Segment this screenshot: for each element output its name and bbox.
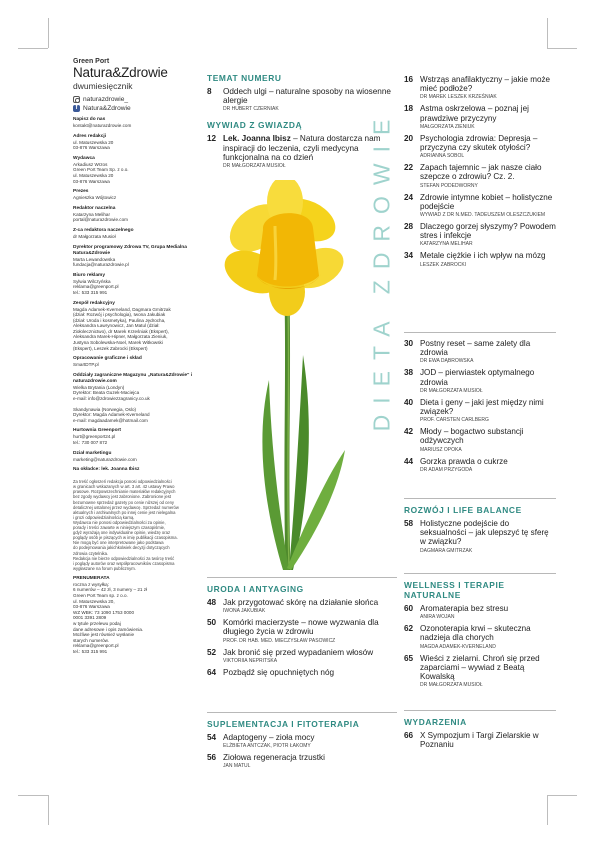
toc-entry-body	[420, 731, 556, 749]
toc-entry[interactable]	[207, 668, 397, 677]
toc-entry[interactable]	[404, 222, 556, 247]
toc-entry-body	[420, 519, 556, 554]
legal-line: i grozi odpowiedzialnością karną.	[73, 514, 135, 520]
masthead-block-line: dr Małgorzata Musioł	[73, 233, 116, 239]
masthead-block-line: Magda Adamek-Kverneland, Dagmara Gmitrzak	[73, 306, 171, 312]
masthead-block-heading: Dyrektor programowy Zdrowa TV, Grupa Medialna Natura&Zdrowie	[73, 244, 187, 256]
toc-entry-title: Wieści z zielarni. Chroń się przed zaparciami – wywiad z Beatą Kowalską	[420, 653, 540, 682]
toc-entry[interactable]	[404, 519, 556, 554]
toc-entry-title: Ziołowa regeneracja trzustki	[223, 753, 325, 763]
toc-page-number: 52	[207, 647, 217, 657]
toc-page-number: 24	[404, 192, 414, 202]
masthead-block-line: marketing@naturazdrowie.com	[73, 456, 137, 462]
toc-page-number: 60	[404, 604, 414, 613]
toc-page-number: 65	[404, 653, 414, 663]
toc-section-rozwoj	[404, 498, 556, 558]
masthead-block-heading: Na okładce: lek. Joanna Ibisz	[73, 467, 140, 473]
toc-entry-author: DR EWA DĄBROWSKA	[420, 358, 474, 365]
toc-entry[interactable]	[404, 604, 556, 620]
section-heading: ROZWÓJ I LIFE BALANCE	[404, 505, 522, 515]
masthead-block-line: Skandynawia (Norwegia, Oslo)	[73, 406, 137, 412]
toc-entry-author: ANIRA WOJAN	[420, 614, 455, 621]
toc-page-number: 28	[404, 222, 414, 232]
toc-entry-title: Astma oskrzelowa – poznaj jej prawdziwe przyczyny	[420, 104, 529, 123]
legal-line: Wydawca nie ponosi odpowiedzialności za opinie,	[73, 519, 166, 525]
section-heading: WYWIAD Z GWIAZDĄ	[207, 120, 303, 131]
section-divider	[207, 712, 397, 713]
toc-page-number: 64	[207, 667, 217, 677]
toc-entry-title: Komórki macierzyste – nowe wyzwania dla długiego życia w zdrowiu	[223, 618, 379, 637]
toc-entry[interactable]	[404, 427, 556, 452]
toc-entry-author: JAN MATUL	[223, 763, 251, 770]
masthead-block	[73, 273, 193, 296]
section-heading: TEMAT NUMERU	[207, 73, 282, 83]
toc-entry[interactable]	[404, 624, 556, 649]
crop-mark	[18, 795, 48, 796]
subscription-line: ul. Matuszewska 20,	[73, 598, 115, 604]
masthead-block-heading: Biuro reklamy	[73, 272, 105, 278]
crop-mark	[48, 18, 49, 48]
facebook-icon: f	[73, 105, 80, 112]
toc-entry-author: VIKTORIIA NEPRITSKA	[223, 657, 278, 664]
toc-entry-author: ADRIANNA SOBOL	[420, 153, 465, 160]
legal-line: Za treść ogłoszeń redakcja ponosi odpowiedzialności	[73, 479, 172, 485]
masthead-block-line: Agnieszka Wójtowicz	[73, 195, 117, 201]
legal-line: zdrowia czytelnika.	[73, 550, 109, 556]
toc-entry[interactable]	[207, 733, 397, 749]
subscription-line: roczna z wysyłką:	[73, 581, 109, 587]
toc-entry-author: ELŻBIETA ANTCZAK, PIOTR ŁAKOMY	[223, 743, 311, 750]
masthead-block-line: Wielka Brytania (Londyn)	[73, 384, 125, 390]
toc-page-number: 44	[404, 456, 414, 466]
section-divider	[404, 573, 556, 574]
instagram-link[interactable]	[73, 96, 193, 103]
toc-entry[interactable]	[404, 134, 556, 159]
toc-entry-title: Ozonoterapia krwi – skuteczna nadzieja dla chorych	[420, 624, 531, 643]
toc-entry[interactable]	[404, 368, 556, 393]
toc-entry-title: Zdrowie intymne kobiet – holistyczne podejście	[420, 192, 553, 211]
toc-page-number: 34	[404, 251, 414, 261]
masthead-block-line: Arkadiusz Wrzos	[73, 161, 108, 167]
toc-section	[207, 73, 397, 112]
toc-entry[interactable]	[404, 163, 556, 188]
instagram-icon	[73, 96, 80, 103]
toc-entry-author: MAGDA ADAMEK-KVERNELAND	[420, 643, 496, 650]
section-heading: WYDARZENIA	[404, 717, 467, 727]
masthead-block-line: SmartDTP.pl	[73, 362, 99, 368]
section-divider	[404, 710, 556, 711]
toc-entry-title: Wstrząs anafilaktyczny – jakie może mieć podłoże?	[420, 75, 550, 94]
subscription-line: 0001 3391 2809	[73, 615, 107, 621]
crop-mark	[547, 48, 577, 49]
masthead-block-heading: Dział marketingu	[73, 450, 112, 456]
toc-entry[interactable]	[404, 75, 556, 100]
subscription-line: 6 numerów – 42 zł, 3 numery – 21 zł	[73, 587, 148, 593]
toc-entry-author: MARIUSZ OPOKA	[420, 446, 462, 453]
legal-line: aktualnych i archiwalnych po innej cenie jest nielegalna	[73, 509, 176, 515]
toc-entry-body	[420, 398, 556, 423]
toc-entry-title: Metale ciężkie i ich wpływ na mózg	[420, 251, 546, 261]
masthead-block	[73, 451, 193, 463]
toc-entry-title: Postny reset – same zalety dla zdrowia	[420, 339, 531, 358]
crop-mark	[48, 795, 49, 825]
toc-entry-title: Psychologia zdrowia: Depresja – przyczyna czy skutek otyłości?	[420, 133, 538, 153]
legal-line: do podejmowania jakichkolwiek decyzji dotyczących	[73, 545, 170, 551]
subscription-line: 03-876 Warszawa	[73, 604, 110, 610]
legal-line: prasowe. Rozpowszechnianie materiałów redakcyjnych	[73, 489, 176, 495]
subscription-line: Green Port Team sp. z o.o.	[73, 593, 128, 599]
toc-entry[interactable]	[404, 731, 556, 749]
masthead-block	[73, 206, 193, 223]
toc-page-number: 56	[207, 753, 217, 763]
daffodil-illustration	[195, 180, 375, 570]
legal-line: bezumowne sprzedaż gazety po cenie niższej od ceny	[73, 499, 175, 505]
subscription-line: w tytule przelewu podaj	[73, 621, 121, 627]
masthead-block	[73, 467, 193, 473]
toc-entry-title: Aromaterapia bez stresu	[420, 604, 509, 613]
subscription-line: tel.: 533 315 991	[73, 649, 108, 654]
toc-entry-title: X Sympozjum i Targi Zielarskie w Poznaniu	[420, 731, 539, 750]
masthead-block-line: Green Port Team Sp. z o.o.	[73, 167, 129, 173]
masthead	[73, 58, 193, 655]
toc-entry-body	[223, 733, 314, 749]
toc-entry-author: IWONA JAKUBIAK	[223, 608, 266, 615]
section-divider	[404, 332, 556, 333]
toc-entry-author: DR MAŁGORZATA MUSIOŁ	[420, 387, 483, 394]
masthead-block-heading: Napisz do nas	[73, 117, 106, 122]
masthead-block-line: fundacja@naturazdrowie.pl	[73, 262, 129, 268]
legal-line: Nie mogą być one interpretowane jako podstawa	[73, 540, 164, 546]
masthead-block	[73, 134, 193, 151]
masthead-block-line: Ziołolecznictwo), dr Marek Krześniak (Ekspert),	[73, 328, 169, 334]
masthead-block	[73, 373, 193, 402]
legal-line: w granicach wskazanych w art. 3 art. 42 ustawy Prawo	[73, 484, 175, 490]
masthead-block-heading: Opracowanie graficzne i skład	[73, 356, 142, 362]
toc-page-number: 16	[404, 75, 414, 84]
toc-entry-title: Lek. Joanna Ibisz – Natura dostarcza nam inspiracji do leczenia, czyli medycyna funkcjonalna na co dzień	[223, 134, 381, 162]
toc-entry-title: Pozbądź się opuchniętych nóg	[223, 667, 335, 677]
masthead-block	[73, 117, 193, 129]
subscription-line: dane adresowe i opis zamówienia.	[73, 626, 144, 632]
masthead-block	[73, 189, 193, 201]
facebook-handle: Natura&Zdrowie	[83, 105, 131, 112]
masthead-block-line: ul. Matuszewska 20	[73, 172, 114, 178]
toc-entry-title: Adaptogeny – zioła mocy	[223, 733, 315, 742]
masthead-block-line: Dyrektor: Magda Adamek-Kverneland	[73, 412, 150, 418]
toc-page-number: 62	[404, 624, 414, 634]
legal-line: detalicznej ustalonej przez wydawcę. Sprzedaż numerów	[73, 504, 179, 510]
subscription-info	[73, 576, 193, 655]
toc-entry[interactable]	[404, 398, 556, 423]
toc-page-number: 22	[404, 163, 414, 173]
toc-section-wydarzenia	[404, 710, 556, 753]
masthead-block-heading: Oddziały zagraniczne Magazynu „Natura&Zdrowie" i naturazdrowie.com	[73, 372, 193, 384]
toc-entry-body	[223, 668, 334, 677]
masthead-block	[73, 245, 193, 268]
masthead-block	[73, 428, 193, 445]
toc-page-number: 50	[207, 618, 217, 628]
toc-entry-author: WYWIAD Z DR N.MED. TADEUSZEM OLESZCZUKIEM	[420, 212, 546, 219]
subscription-line: starych numerów.	[73, 637, 109, 643]
trumpet	[257, 213, 319, 286]
toc-page-number: 30	[404, 339, 414, 348]
masthead-block-line: tel.: 533 315 991	[73, 289, 108, 295]
masthead-block-line: 03-876 Warszawa	[73, 178, 110, 184]
masthead-block-line: portal@naturazdrowie.com	[73, 217, 128, 223]
masthead-block-heading: Redaktor naczelna	[73, 205, 116, 211]
crop-mark	[547, 795, 577, 796]
toc-entry-author: DR HUBERT CZERNIAK	[223, 106, 279, 113]
toc-entry[interactable]	[207, 753, 397, 769]
toc-section-suplementacja	[207, 712, 397, 769]
toc-entry[interactable]	[404, 457, 556, 473]
toc-entry-body	[223, 753, 325, 769]
masthead-block	[73, 407, 193, 424]
masthead-block	[73, 356, 193, 368]
toc-entry-title: Jak bronić się przed wypadaniem włosów	[223, 647, 374, 657]
toc-page-number: 18	[404, 104, 414, 114]
masthead-block-heading: Prezes	[73, 189, 89, 195]
toc-entry-title: Dieta i geny – jaki jest między nimi związek?	[420, 397, 544, 417]
toc-entry-body	[223, 648, 373, 664]
toc-entry-body	[420, 251, 546, 267]
toc-entry-body	[420, 163, 556, 188]
crop-mark	[547, 795, 548, 825]
toc-entry[interactable]	[207, 648, 397, 664]
toc-entry-title: Jak przygotować skórę na działanie słońca	[223, 598, 379, 607]
toc-section-dieta	[404, 332, 556, 477]
masthead-block-heading: Wydawca	[73, 155, 95, 161]
legal-line: gdyż wyrażają one indywidualne opinie, wiedzę oraz	[73, 530, 171, 536]
toc-page-number: 66	[404, 731, 414, 740]
toc-entry-body	[223, 618, 397, 643]
instagram-handle: naturazdrowie_	[83, 96, 129, 103]
masthead-block-line: kontakt@naturazdrowie.com	[73, 123, 132, 128]
masthead-block-line: tel.: 730 007 872	[73, 440, 108, 445]
toc-entry-body	[420, 654, 556, 689]
toc-page-number: 12	[207, 134, 217, 144]
legal-line: wygłaszane na forum publicznym.	[73, 565, 136, 571]
toc-entry-body	[420, 624, 556, 649]
toc-page-number: 40	[404, 397, 414, 407]
toc-entry[interactable]	[404, 251, 556, 267]
masthead-block-line: (dział: Uroda i kosmetyka), Paulina Jędrocha,	[73, 317, 166, 323]
legal-line: bez zgody wydawcy jest zabronione. Zabronione jest	[73, 494, 171, 500]
trumpet-highlight	[275, 226, 276, 280]
toc-entry-body	[420, 134, 556, 159]
toc-entry-title: Dlaczego gorzej słyszymy? Powodem stres i infekcje	[420, 222, 556, 241]
subscription-line: Możliwe jest również wysłanie	[73, 632, 135, 638]
toc-entry-author: PROF. DR HAB. MED. MIECZYSŁAW PASOWICZ	[223, 637, 336, 644]
section-divider	[404, 498, 556, 499]
toc-entry-body	[420, 457, 508, 473]
crop-mark	[18, 48, 48, 49]
toc-entry-author: DR MAŁGORZATA MUSIOŁ	[223, 163, 286, 170]
toc-entry-body	[223, 598, 378, 614]
toc-section-wellness	[404, 573, 556, 692]
toc-entry-title: Oddech ulgi – naturalne sposoby na wiosenne alergie	[223, 87, 391, 106]
toc-entry[interactable]	[404, 654, 556, 689]
section-heading: WELLNESS I TERAPIE NATURALNE	[404, 580, 505, 600]
toc-entry-author: LESZEK ZABROCKI	[420, 261, 467, 268]
toc-entry-author: DAGMARA GMITRZAK	[420, 547, 473, 554]
toc-entry-title: Zapach tajemnic – jak nasze ciało szepcze o zdrowiu? Cz. 2.	[420, 163, 542, 182]
toc-entry-body	[420, 193, 556, 218]
subscription-line: reklama@greenport.pl	[73, 643, 119, 649]
toc-entry-title: Holistyczne podejście do seksualności – jak ulepszyć tę sferę w związku?	[420, 519, 549, 547]
toc-entry-body	[420, 427, 556, 452]
toc-entry[interactable]	[207, 598, 397, 614]
toc-section-uroda	[207, 577, 397, 677]
toc-entry-lead: Lek. Joanna Ibisz	[223, 134, 291, 144]
masthead-block-line: e-mail: info@zdrowiezzagranicy.co.uk	[73, 396, 150, 402]
crop-mark	[547, 18, 548, 48]
section-divider	[207, 577, 397, 578]
toc-page-number: 8	[207, 87, 212, 96]
masthead-block-heading: Adres redakcji	[73, 133, 107, 139]
toc-entry-body	[420, 339, 556, 364]
masthead-block-heading: Zespół redakcyjny	[73, 300, 115, 306]
masthead-block-line: Katarzyna Melihar	[73, 211, 111, 217]
toc-entry[interactable]	[207, 618, 397, 643]
section-heading: URODA I ANTYAGING	[207, 584, 304, 594]
toc-entry[interactable]	[404, 339, 556, 364]
subscription-line: WZ WBK: 73 1090 1753 0000	[73, 609, 135, 615]
toc-entry-title: JOD – pierwiastek optymalnego zdrowia	[420, 368, 535, 387]
masthead-block-line: Justyna Sobolewska-Noel, Marek Witkowski	[73, 340, 163, 346]
masthead-block-line: Marta Lewandowska	[73, 256, 116, 262]
toc-entry-author: KATARZYNA MELIHAR	[420, 241, 473, 248]
masthead-block-line: Aleksandra Ławrynowicz, Jan Matul (dział:	[73, 323, 160, 329]
masthead-block-line: e-mail: magdaadamek@hotmail.com	[73, 417, 148, 423]
subscription-heading: PRENUMERATA	[73, 575, 110, 581]
legal-line: Redakcja nie bierze odpowiedzialności za twórcę treść	[73, 555, 175, 561]
legal-line: poglądy osób je piszących w imię publikacji czasopisma.	[73, 535, 178, 541]
masthead-block	[73, 156, 193, 184]
masthead-block-line: ul. Matuszewska 20	[73, 139, 114, 145]
masthead-block-line: Sylwia Wilczyńska	[73, 278, 111, 284]
toc-entry[interactable]	[404, 193, 556, 218]
publisher-name: Green Port	[73, 58, 110, 65]
toc-page-number: 54	[207, 733, 217, 742]
masthead-block-line: reklama@greenport.pl	[73, 284, 119, 290]
toc-entry-title: Gorzka prawda o cukrze	[420, 456, 508, 466]
masthead-block-line: (Ekspert), Leszek Zabrocki (Ekspert)	[73, 345, 148, 351]
toc-entry-author: MAŁGORZATA ZIENIUK	[420, 123, 475, 130]
masthead-block-line: Aleksandra Marek-Hipner, Małgorzata Zieniuk,	[73, 334, 168, 340]
toc-entry-title: Młody – bogactwo substancji odżywczych	[420, 427, 524, 446]
magazine-title: Natura&Zdrowie	[73, 65, 168, 80]
toc-page-number: 48	[207, 598, 217, 607]
masthead-block-heading: Z-ca redaktora naczelnego	[73, 227, 134, 233]
toc-entry-body	[420, 104, 556, 129]
toc-entry-author: DR MAŁGORZATA MUSIOŁ	[420, 682, 483, 689]
toc-page-number: 38	[404, 368, 414, 378]
masthead-block-line: (dział: Rozwój i psychologia), Iwona Jakubiak	[73, 312, 166, 318]
toc-entry-body	[420, 604, 508, 620]
toc-page-number: 42	[404, 427, 414, 437]
magazine-frequency: dwumiesięcznik	[73, 81, 133, 91]
toc-entry-body	[420, 222, 556, 247]
legal-notice	[73, 479, 193, 571]
masthead-block-line: 03-876 Warszawa	[73, 145, 110, 151]
toc-entry-author: STEFAN PODEDWORNY	[420, 182, 478, 189]
section-heading: SUPLEMENTACJA I FITOTERAPIA	[207, 719, 360, 729]
masthead-block	[73, 228, 193, 240]
masthead-block-line: Dyrektor: Beata Guzek-Maciejca	[73, 390, 140, 396]
toc-entry-author: DR ADAM PRZYGODA	[420, 466, 473, 473]
facebook-link[interactable]	[73, 105, 193, 112]
masthead-blocks	[73, 117, 193, 473]
legal-line: i poglądy autorów oraz współpracowników czasopisma	[73, 560, 175, 566]
legal-line: porady i treści zawarte w niniejszym czasopiśmie,	[73, 525, 166, 531]
toc-section-zdrowie	[404, 71, 556, 272]
toc-page-number: 20	[404, 133, 414, 143]
toc-entry[interactable]	[404, 104, 556, 129]
toc-page-number: 58	[404, 519, 414, 528]
toc-entry-author: DR MAREK LESZEK KRZEŚNIAK	[420, 94, 497, 101]
toc-entry-author: PROF. CARSTEN CARLBERG	[420, 417, 489, 424]
masthead-block-heading: Hurtownia Greenport	[73, 428, 121, 434]
toc-entry-body	[420, 368, 556, 393]
vertical-word-text: DIETA ZDROWIE	[368, 108, 395, 432]
masthead-block-line: hurt@greenport24.pl	[73, 434, 116, 440]
toc-entry-body	[420, 75, 556, 100]
masthead-block	[73, 301, 193, 352]
